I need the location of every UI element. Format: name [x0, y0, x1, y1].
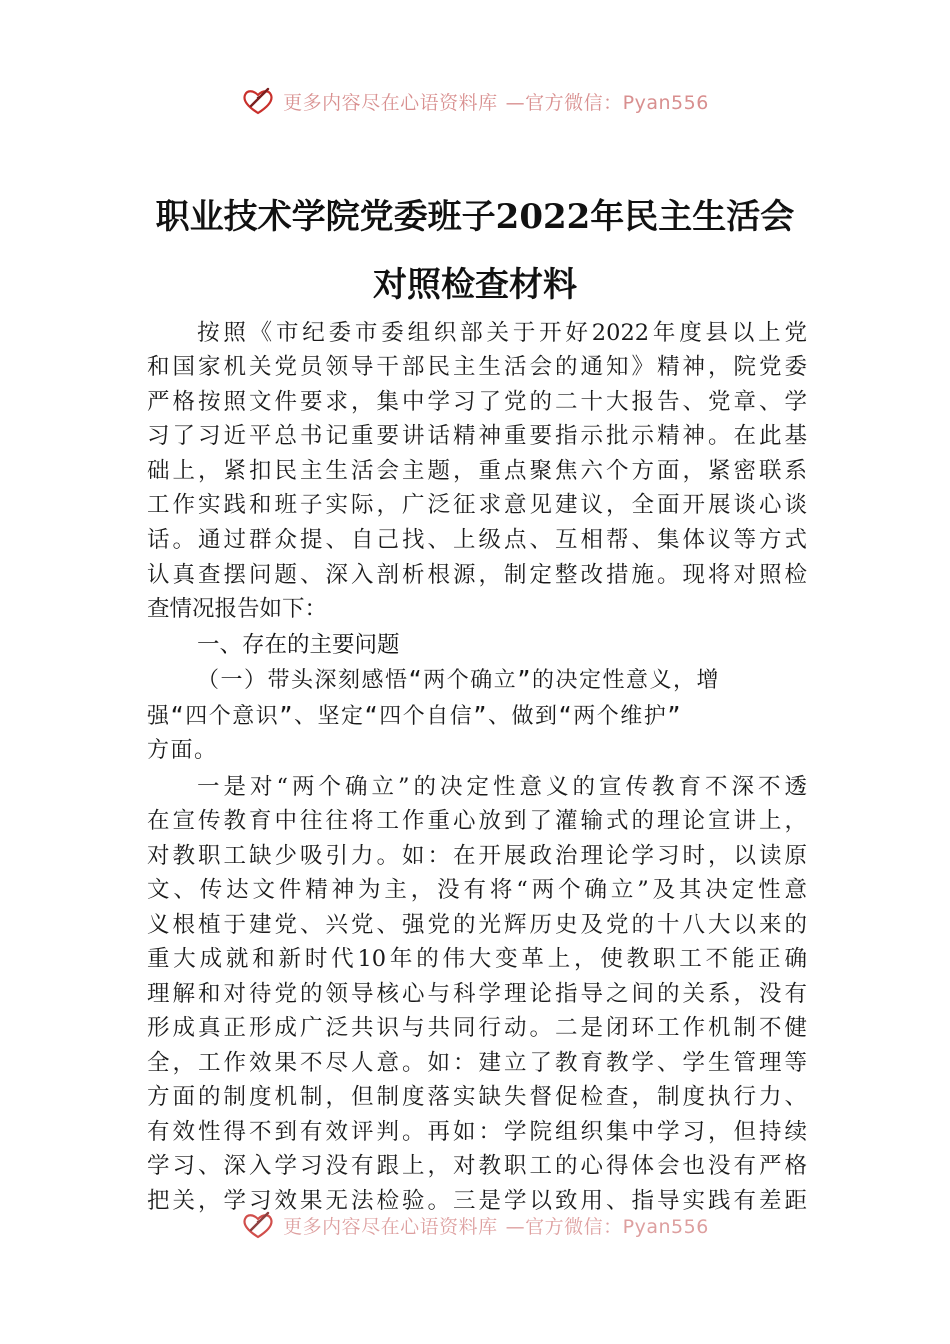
quill-heart-logo-icon — [241, 86, 275, 116]
subsection-heading-line: 方面。 — [147, 738, 218, 763]
watermark-text-a: 更多内容尽在心语资料库 — [283, 1215, 498, 1238]
body-line: 文、传达文件精神为主，没有将“两个确立”及其决定性意 — [147, 877, 807, 903]
watermark-footer — [0, 1210, 950, 1240]
body-line: 有效性得不到有效评判。再如：学院组织集中学习，但持续 — [147, 1119, 807, 1145]
subsection-heading-line: 强“四个意识”、坚定“四个自信”、做到“两个维护” — [147, 704, 682, 729]
watermark-header — [0, 86, 950, 116]
body-line: 方面的制度机制，但制度落实缺失督促检查，制度执行力、 — [147, 1084, 807, 1110]
intro-line: 认真查摆问题、深入剖析根源，制定整改措施。现将对照检 — [147, 562, 807, 588]
body-line: 重大成就和新时代10年的伟大变革上，使教职工不能正确 — [147, 946, 807, 972]
section-heading: 一、存在的主要问题 — [197, 632, 400, 658]
intro-line: 础上，紧扣民主生活会主题，重点聚焦六个方面，紧密联系 — [147, 458, 807, 484]
body-line: 在宣传教育中往往将工作重心放到了灌输式的理论宣讲上， — [147, 808, 807, 834]
intro-line: 严格按照文件要求，集中学习了党的二十大报告、党章、学 — [147, 389, 807, 415]
body-line: 对教职工缺少吸引力。如：在开展政治理论学习时，以读原 — [147, 843, 807, 869]
body-line: 全，工作效果不尽人意。如：建立了教育教学、学生管理等 — [147, 1050, 807, 1076]
quill-heart-logo-icon — [241, 1210, 275, 1240]
intro-line: 习了习近平总书记重要讲话精神重要指示批示精神。在此基 — [147, 423, 807, 449]
watermark-text-b: —官方微信：Pyan556 — [505, 91, 709, 114]
document-title-line2: 对照检查材料 — [373, 265, 577, 305]
body-line: 学习、深入学习没有跟上，对教职工的心得体会也没有严格 — [147, 1153, 807, 1179]
body-line: 义根植于建党、兴党、强党的光辉历史及党的十八大以来的 — [147, 912, 807, 938]
intro-line: 工作实践和班子实际，广泛征求意见建议，全面开展谈心谈 — [147, 492, 807, 518]
intro-line: 查情况报告如下： — [147, 596, 328, 622]
watermark-text-a: 更多内容尽在心语资料库 — [283, 91, 498, 114]
intro-line: 按照《市纪委市委组织部关于开好2022年度县以上党 — [197, 320, 807, 346]
body-line: 形成真正形成广泛共识与共同行动。二是闭环工作机制不健 — [147, 1015, 807, 1041]
document-title-line1: 职业技术学院党委班子2022年民主生活会 — [155, 197, 795, 237]
subsection-heading-line: （一）带头深刻感悟“两个确立”的决定性意义，增 — [197, 668, 720, 693]
body-line: 理解和对待党的领导核心与科学理论指导之间的关系，没有 — [147, 981, 807, 1007]
watermark-text-b: —官方微信：Pyan556 — [505, 1215, 709, 1238]
intro-line: 话。通过群众提、自己找、上级点、互相帮、集体议等方式 — [147, 527, 807, 553]
body-line: 一是对“两个确立”的决定性意义的宣传教育不深不透 — [197, 774, 807, 800]
intro-line: 和国家机关党员领导干部民主生活会的通知》精神，院党委 — [147, 354, 807, 380]
body-line: 把关，学习效果无法检验。三是学以致用、指导实践有差距 — [147, 1188, 807, 1214]
